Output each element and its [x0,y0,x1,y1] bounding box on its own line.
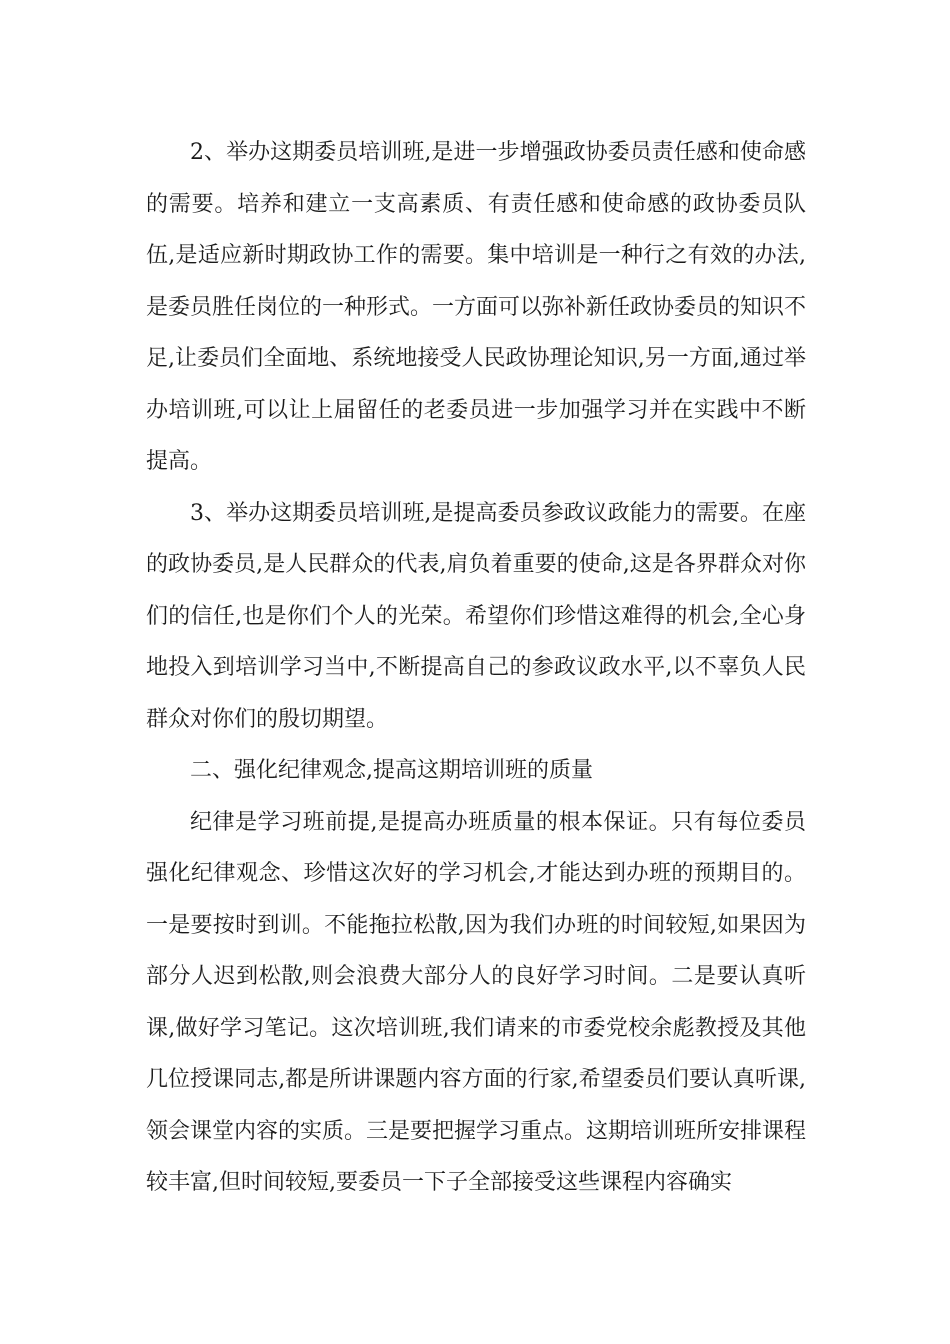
paragraph-discipline: 纪律是学习班前提,是提高办班质量的根本保证。只有每位委员强化纪律观念、珍惜这次好的学习机会,才能达到办班的预期目的。一是要按时到训。不能拖拉松散,因为我们办班的时间较短,如果因为部分人迟到松散,则会浪费大部分人的良好学习时间。二是要认真听课,做好学习笔记。这次培训班,我们请来的市委党校余彪教授及其他几位授课同志,都是所讲课题内容方面的行家,希望委员们要认真听课,领会课堂内容的实质。三是要把握学习重点。这期培训班所安排课程较丰富,但时间较短,要委员一下子全部接受这些课程内容确实 [146,809,807,1195]
document-body [146,127,806,1209]
paragraph-point-2: 2、举办这期委员培训班,是进一步增强政协委员责任感和使命感的需要。培养和建立一支高素质、有责任感和使命感的政协委员队伍,是适应新时期政协工作的需要。集中培训是一种行之有效的办法,是委员胜任岗位的一种形式。一方面可以弥补新任政协委员的知识不足,让委员们全面地、系统地接受人民政协理论知识,另一方面,通过举办培训班,可以让上届留任的老委员进一步加强学习并在实践中不断提高。 [146,140,807,474]
paragraph-point-3: 3、举办这期委员培训班,是提高委员参政议政能力的需要。在座的政协委员,是人民群众的代表,肩负着重要的使命,这是各界群众对你们的信任,也是你们个人的光荣。希望你们珍惜这难得的机会,全心身地投入到培训学习当中,不断提高自己的参政议政水平,以不辜负人民群众对你们的殷切期望。 [146,500,806,732]
section-heading-2: 二、强化纪律观念,提高这期培训班的质量 [190,758,593,783]
